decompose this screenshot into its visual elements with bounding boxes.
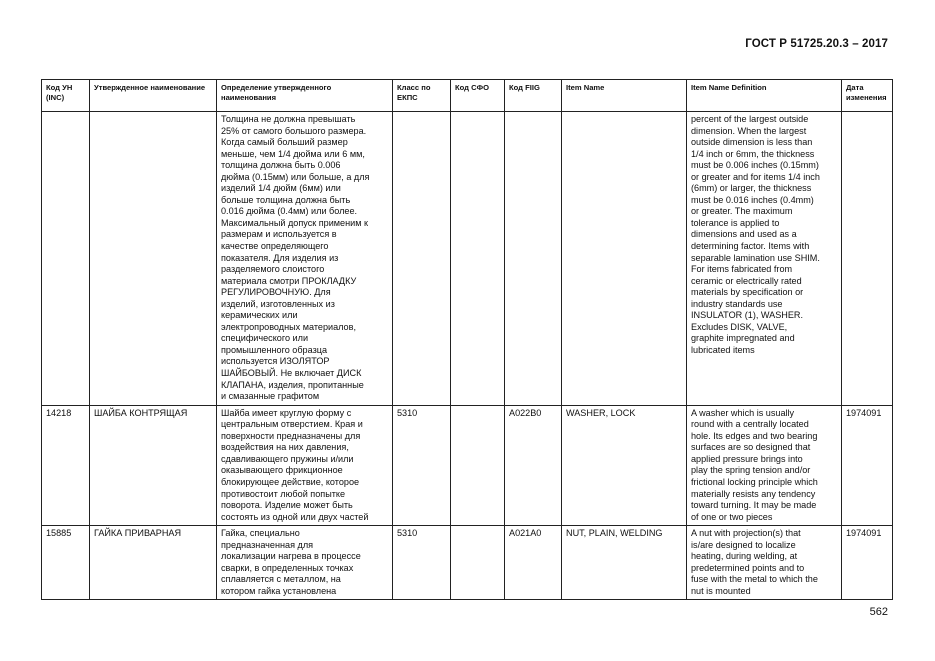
cell-ekps-class: 5310 — [393, 405, 451, 525]
text-line: Excludes DISK, VALVE, — [691, 321, 788, 332]
text-line: используется ИЗОЛЯТОР — [221, 356, 330, 367]
cell-approved-name: ШАЙБА КОНТРЯЩАЯ — [90, 405, 217, 525]
text-line: керамических или — [221, 310, 298, 321]
text-line: оказывающего фрикционное — [221, 465, 343, 476]
text-line: determining factor. Items with — [691, 241, 810, 252]
cell-approved-name — [90, 112, 217, 406]
cell-inc: 14218 — [42, 405, 90, 525]
text-line: Максимальный допуск применим к — [221, 217, 368, 228]
cell-fiig-code: A021A0 — [505, 526, 562, 600]
table-row — [42, 526, 893, 600]
text-line: A washer which is usually — [691, 407, 795, 418]
text-line: 0.016 дюйма (0.4мм) или более. — [221, 206, 358, 217]
text-line: противостоит любой попытке — [221, 488, 346, 499]
text-line: сварки, в определенных точках — [221, 562, 354, 573]
text-line: 25% от самого большого размера. — [221, 125, 367, 136]
cell-fiig-code: A022B0 — [505, 405, 562, 525]
text-line: локализации нагрева в процессе — [221, 551, 361, 562]
cell-item-name-definition — [687, 112, 842, 406]
text-line: tolerance is applied to — [691, 217, 780, 228]
table-row — [42, 405, 893, 525]
cell-fiig-code — [505, 112, 562, 406]
text-line: толщина должна быть 0.006 — [221, 160, 341, 171]
header-inc: Код УН (INC) — [42, 80, 90, 112]
text-line: materially resists any tendency — [691, 488, 816, 499]
cell-change-date — [842, 112, 893, 406]
text-line: graphite impregnated and — [691, 333, 795, 344]
text-line: ceramic or electrically rated — [691, 275, 802, 286]
cell-item-name: NUT, PLAIN, WELDING — [562, 526, 687, 600]
text-line: INSULATOR (1), WASHER. — [691, 310, 804, 321]
text-line: hole. Its edges and two bearing — [691, 430, 818, 441]
text-line: поверхности предназначены для — [221, 430, 361, 441]
cell-inc: 15885 — [42, 526, 90, 600]
text-line: больше толщина должна быть — [221, 194, 351, 205]
text-line: outside dimension is less than — [691, 137, 813, 148]
text-line: play the spring tension and/or — [691, 465, 811, 476]
text-line: разделяемого слоистого — [221, 264, 325, 275]
text-line: воздействия на них давления, — [221, 442, 349, 453]
cell-sfo-code — [451, 526, 505, 600]
cell-item-name — [562, 112, 687, 406]
text-line: центральным отверстием. Края и — [221, 419, 363, 430]
header-item-name: Item Name — [562, 80, 687, 112]
header-approved-name-definition: Определение утвержденного наименования — [217, 80, 393, 112]
text-line: must be 0.016 inches (0.4mm) — [691, 194, 814, 205]
cell-sfo-code — [451, 405, 505, 525]
text-line: состоять из одной или двух частей — [221, 511, 369, 522]
text-line: 1/4 inch or 6mm, the thickness — [691, 148, 815, 159]
text-line: nut is mounted — [691, 585, 751, 596]
table-row — [42, 112, 893, 406]
text-line: dimensions and used as a — [691, 229, 797, 240]
text-line: поворота. Изделие может быть — [221, 500, 353, 511]
text-line: must be 0.006 inches (0.15mm) — [691, 160, 819, 171]
cell-sfo-code — [451, 112, 505, 406]
text-line: и смазанные графитом — [221, 391, 320, 402]
text-line: показателя. Для изделия из — [221, 252, 339, 263]
text-line: предназначенная для — [221, 539, 314, 550]
header-change-date: Дата изменения — [842, 80, 893, 112]
text-line: КЛАПАНА, изделия, пропитанные — [221, 379, 364, 390]
text-line: or greater. The maximum — [691, 206, 793, 217]
cell-approved-name-definition — [217, 112, 393, 406]
text-line: изделий, изготовленных из — [221, 298, 335, 309]
cell-approved-name: ГАЙКА ПРИВАРНАЯ — [90, 526, 217, 600]
header-item-name-definition: Item Name Definition — [687, 80, 842, 112]
text-line: дюйма (0.15мм) или больше, а для — [221, 171, 370, 182]
page-number: 562 — [869, 606, 888, 618]
text-line: dimension. When the largest — [691, 125, 807, 136]
table-header-row — [42, 80, 893, 112]
text-line: industry standards use — [691, 298, 783, 309]
text-line: специфического или — [221, 333, 309, 344]
text-line: сплавляется с металлом, на — [221, 574, 341, 585]
text-line: Шайба имеет круглую форму с — [221, 407, 352, 418]
text-line: электропроводных материалов, — [221, 321, 356, 332]
cell-change-date: 1974091 — [842, 405, 893, 525]
text-line: материала смотри ПРОКЛАДКУ — [221, 275, 357, 286]
text-line: fuse with the metal to which the — [691, 574, 818, 585]
text-line: Толщина не должна превышать — [221, 114, 356, 124]
text-line: frictional locking principle which — [691, 476, 818, 487]
text-line: блокирующее действие, которое — [221, 476, 360, 487]
text-line: predetermined points and to — [691, 562, 805, 573]
catalog-table — [41, 79, 893, 600]
text-line: Гайка, специально — [221, 528, 300, 539]
cell-item-name-definition — [687, 405, 842, 525]
document-standard-number: ГОСТ Р 51725.20.3 – 2017 — [745, 38, 888, 50]
text-line: размерам и используется в — [221, 229, 337, 240]
text-line: or greater and for items 1/4 inch — [691, 171, 820, 182]
header-ekps-class: Класс по ЕКПС — [393, 80, 451, 112]
text-line: round with a centrally located — [691, 419, 809, 430]
text-line: РЕГУЛИРОВОЧНУЮ. Для — [221, 287, 331, 298]
cell-change-date: 1974091 — [842, 526, 893, 600]
text-line: ШАЙБОВЫЙ. Не включает ДИСК — [221, 368, 362, 379]
cell-approved-name-definition — [217, 405, 393, 525]
text-line: меньше, чем 1/4 дюйма или 6 мм, — [221, 148, 365, 159]
text-line: is/are designed to localize — [691, 539, 796, 550]
text-line: applied pressure brings into — [691, 453, 803, 464]
text-line: (6mm) or larger, the thickness — [691, 183, 812, 194]
cell-ekps-class — [393, 112, 451, 406]
cell-item-name: WASHER, LOCK — [562, 405, 687, 525]
text-line: For items fabricated from — [691, 264, 793, 275]
text-line: materials by specification or — [691, 287, 804, 298]
text-line: Когда самый больший размер — [221, 137, 348, 148]
text-line: качестве определяющего — [221, 241, 329, 252]
text-line: A nut with projection(s) that — [691, 528, 801, 539]
header-fiig-code: Код FIIG — [505, 80, 562, 112]
cell-approved-name-definition — [217, 526, 393, 600]
text-line: котором гайка установлена — [221, 585, 337, 596]
header-approved-name: Утвержденное наименование — [90, 80, 217, 112]
text-line: сдавливающего пружины и/или — [221, 453, 354, 464]
cell-inc — [42, 112, 90, 406]
text-line: toward turning. It may be made — [691, 500, 817, 511]
text-line: percent of the largest outside — [691, 114, 809, 124]
text-line: изделий 1/4 дюйм (6мм) или — [221, 183, 341, 194]
text-line: separable lamination use SHIM. — [691, 252, 820, 263]
text-line: of one or two pieces — [691, 511, 773, 522]
text-line: lubricated items — [691, 344, 755, 355]
header-sfo-code: Код СФО — [451, 80, 505, 112]
cell-item-name-definition — [687, 526, 842, 600]
text-line: surfaces are so designed that — [691, 442, 811, 453]
text-line: heating, during welding, at — [691, 551, 798, 562]
text-line: промышленного образца — [221, 344, 328, 355]
cell-ekps-class: 5310 — [393, 526, 451, 600]
